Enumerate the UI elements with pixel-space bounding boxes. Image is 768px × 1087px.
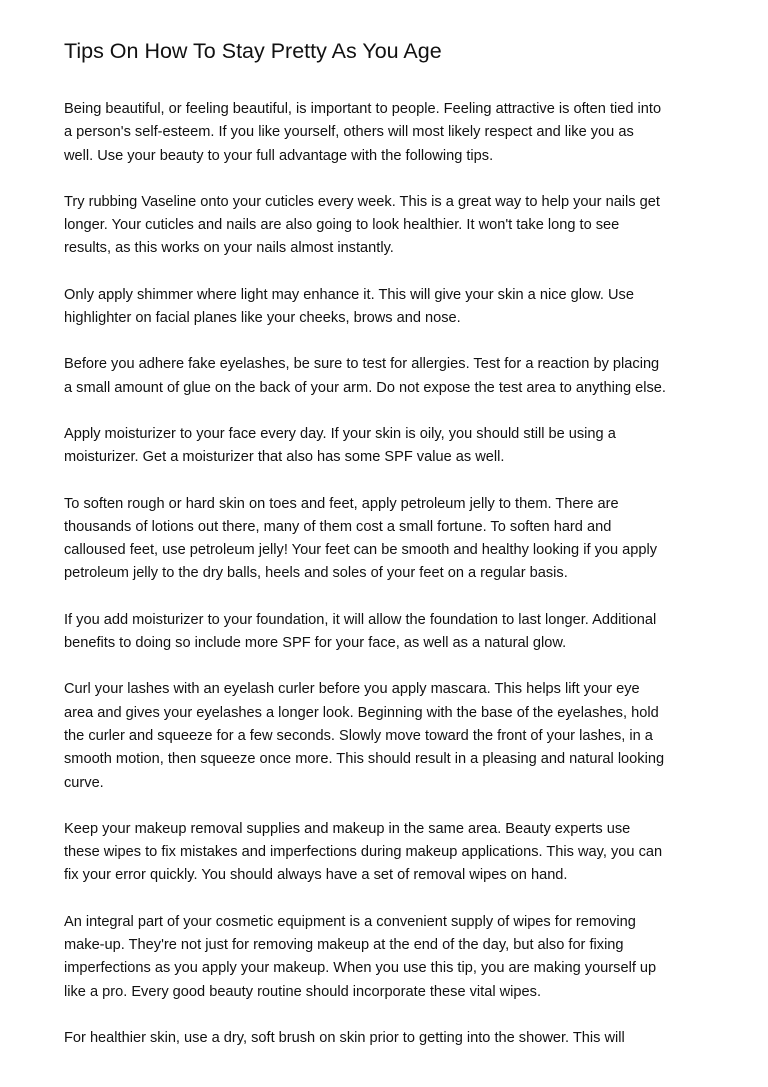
paragraph-line: calloused feet, use petroleum jelly! Your feet can be smooth and healthy looking if you apply — [64, 542, 658, 559]
paragraph — [64, 1027, 720, 1050]
paragraph-line: like a pro. Every good beauty routine should incorporate these vital wipes. — [64, 983, 542, 1000]
paragraph-line: Before you adhere fake eyelashes, be sure to test for allergies. Test for a reaction by placing — [64, 356, 660, 373]
paragraph-line: make-up. They're not just for removing makeup at the end of the day, but also for fixing — [64, 937, 624, 954]
paragraph-line: benefits to doing so include more SPF for your face, as well as a natural glow. — [64, 635, 567, 652]
page-title: Tips On How To Stay Pretty As You Age — [64, 39, 442, 63]
paragraph-line: a small amount of glue on the back of your arm. Do not expose the test area to anything else. — [64, 379, 666, 396]
paragraph — [64, 609, 720, 656]
paragraph-line: the curler and squeeze for a few seconds. Slowly move toward the front of your lashes, in a — [64, 727, 653, 744]
paragraph-line: longer. Your cuticles and nails are also going to look healthier. It won't take long to see — [64, 217, 620, 234]
paragraph-line: petroleum jelly to the dry balls, heels and soles of your feet on a regular basis. — [64, 565, 568, 582]
paragraph-line: thousands of lotions out there, many of them cost a small fortune. To soften hard and — [64, 518, 612, 535]
paragraph-line: area and gives your eyelashes a longer look. Beginning with the base of the eyelashes, hold — [64, 704, 659, 721]
paragraph-line: Being beautiful, or feeling beautiful, is important to people. Feeling attractive is often tied into — [64, 101, 662, 117]
paragraph-line: curve. — [64, 774, 104, 791]
paragraph — [64, 353, 720, 400]
paragraph-line: Only apply shimmer where light may enhance it. This will give your skin a nice glow. Use — [64, 286, 634, 303]
paragraph — [64, 423, 720, 470]
paragraph-line: Try rubbing Vaseline onto your cuticles every week. This is a great way to help your nails get — [64, 193, 660, 210]
paragraph-line: Curl your lashes with an eyelash curler before you apply mascara. This helps lift your eye — [64, 681, 640, 698]
paragraph — [64, 284, 720, 331]
paragraph — [64, 493, 720, 586]
paragraph-line: Apply moisturizer to your face every day. If your skin is oily, you should still be using a — [64, 425, 616, 442]
paragraph — [64, 911, 720, 1004]
paragraph — [64, 818, 720, 888]
paragraph-line: To soften rough or hard skin on toes and feet, apply petroleum jelly to them. There are — [64, 495, 619, 512]
paragraph-line: highlighter on facial planes like your cheeks, brows and nose. — [64, 310, 461, 327]
paragraph — [64, 678, 720, 794]
article-body — [64, 98, 720, 1050]
paragraph-line: results, as this works on your nails almost instantly. — [64, 240, 394, 257]
paragraph-line: well. Use your beauty to your full advantage with the following tips. — [64, 147, 494, 164]
paragraph-line: moisturizer. Get a moisturizer that also has some SPF value as well. — [64, 449, 505, 466]
paragraph-line: Keep your makeup removal supplies and makeup in the same area. Beauty experts use — [64, 820, 631, 837]
paragraph — [64, 191, 720, 261]
paragraph-line: smooth motion, then squeeze once more. This should result in a pleasing and natural looking — [64, 751, 665, 768]
paragraph-line: imperfections as you apply your makeup. When you use this tip, you are making yourself up — [64, 960, 657, 977]
paragraph-line: An integral part of your cosmetic equipment is a convenient supply of wipes for removing — [64, 913, 636, 930]
paragraph — [64, 98, 720, 168]
paragraph-line: a person's self-esteem. If you like yourself, others will most likely respect and like you as — [64, 124, 634, 141]
paragraph-line: If you add moisturizer to your foundation, it will allow the foundation to last longer. Additional — [64, 611, 657, 628]
paragraph-line: For healthier skin, use a dry, soft brush on skin prior to getting into the shower. This will — [64, 1029, 625, 1046]
paragraph-line: these wipes to fix mistakes and imperfections during makeup applications. This way, you can — [64, 844, 663, 861]
paragraph-line: fix your error quickly. You should always have a set of removal wipes on hand. — [64, 867, 568, 884]
